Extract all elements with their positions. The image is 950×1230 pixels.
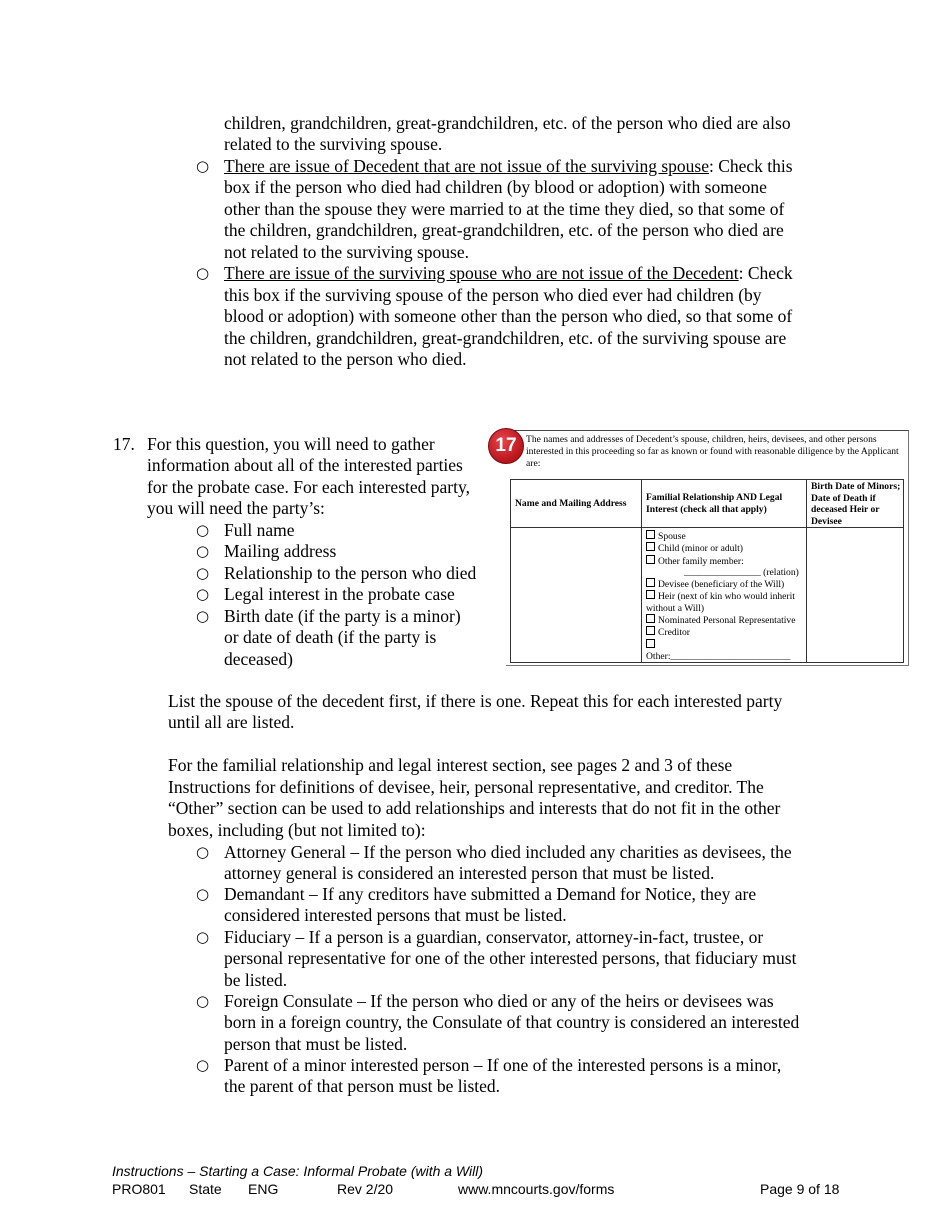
question-17-badge-icon: 17 (488, 428, 524, 464)
bullet-line: not related to the person who died. (224, 349, 467, 369)
footer-page-number: Page 9 of 18 (760, 1181, 840, 1197)
option-spouse: Spouse (646, 530, 806, 542)
question-line: information about all of the interested parties (147, 455, 463, 475)
bullet-icon: ○ (196, 564, 210, 582)
col-birthdate-header: Birth Date of Minors; Date of Death if deceased Heir or Devisee (807, 480, 904, 528)
other-item-line: personal representative for one of the other interested persons, that fiduciary must (224, 948, 797, 968)
other-item: Fiduciary – If a person is a guardian, conservator, attorney-in-fact, trustee, or (224, 927, 764, 947)
other-item: Demandant – If any creditors have submitted a Demand for Notice, they are (224, 884, 757, 904)
question-line: you will need the party’s: (147, 498, 325, 518)
party-item: Legal interest in the probate case (224, 584, 455, 604)
checkbox-icon (646, 555, 655, 564)
other-item-line: considered interested persons that must be listed. (224, 905, 567, 925)
bullet-icon: ○ (196, 1056, 210, 1074)
question-line: For this question, you will need to gather (147, 434, 435, 454)
bullet-line: not related to the surviving spouse. (224, 242, 469, 262)
option-other: Other:_________________________ (646, 650, 791, 662)
bullet-icon: ○ (196, 607, 210, 625)
relationship-cell (642, 528, 807, 663)
col-relationship-header: Familial Relationship AND Legal Interest (check all that apply) (642, 480, 807, 528)
bullet-icon: ○ (196, 521, 210, 539)
option-creditor: Creditor (646, 626, 806, 638)
spouse-instruction-line: until all are listed. (168, 712, 295, 732)
familial-paragraph-line: Instructions for definitions of devisee, heir, personal representative, and creditor. The (168, 777, 764, 797)
bullet-item (224, 263, 793, 285)
bullet-text: : Check this (708, 156, 793, 176)
footer-title: Instructions – Starting a Case: Informal Probate (with a Will) (112, 1163, 484, 1179)
question-number: 17. (113, 434, 135, 454)
bullet-icon: ○ (196, 542, 210, 560)
footer-state: State (189, 1181, 222, 1197)
bullet-icon: ○ (196, 585, 210, 603)
birthdate-cell (807, 528, 904, 663)
name-cell (511, 528, 642, 663)
checkbox-icon (646, 542, 655, 551)
familial-paragraph-line: For the familial relationship and legal interest section, see pages 2 and 3 of these (168, 755, 733, 775)
footer-form-number: PRO801 (112, 1181, 166, 1197)
checkbox-icon (646, 626, 655, 635)
bullet-icon: ○ (196, 885, 210, 903)
bullet-line: other than the spouse they were married to at the time they died, so that some of (224, 199, 785, 219)
snippet-intro: The names and addresses of Decedent’s spouse, children, heirs, devisees, and other persons interested in this proceeding so far as known or found with reasonable diligence by the Applicant are: (526, 434, 899, 469)
bullet-text: : Check (738, 263, 793, 283)
other-item-line: be listed. (224, 970, 288, 990)
bullet-title: There are issue of the surviving spouse who are not issue of the Decedent (224, 263, 739, 283)
other-item: Attorney General – If the person who died included any charities as devisees, the (224, 842, 792, 862)
other-item: Foreign Consulate – If the person who died or any of the heirs or devisees was (224, 991, 774, 1011)
bullet-icon: ○ (196, 157, 210, 175)
option-heir-line2: without a Will) (646, 602, 705, 614)
party-item-line: deceased) (224, 649, 293, 669)
checkbox-icon (646, 614, 655, 623)
bullet-title: There are issue of Decedent that are not issue of the surviving spouse (224, 156, 709, 176)
party-item: Birth date (if the party is a minor) (224, 606, 461, 626)
party-item-line: or date of death (if the party is (224, 627, 437, 647)
bullet-line: blood or adoption) with someone other than the person who died, so that some of (224, 306, 793, 326)
footer-language: ENG (248, 1181, 279, 1197)
familial-paragraph-line: boxes, including (but not limited to): (168, 820, 426, 840)
option-blank (646, 639, 806, 651)
other-item-line: person that must be listed. (224, 1034, 408, 1054)
option-other-family: Other family member: (646, 555, 806, 567)
bullet-line: the children, grandchildren, great-grandchildren, etc. of the surviving spouse are (224, 328, 787, 348)
spouse-instruction-line: List the spouse of the decedent first, if there is one. Repeat this for each interested party (168, 691, 783, 711)
other-item-line: attorney general is considered an interested person that must be listed. (224, 863, 715, 883)
option-child: Child (minor or adult) (646, 542, 806, 554)
bullet-line: the children, grandchildren, great-grandchildren, etc. of the person who died are (224, 220, 784, 240)
option-devisee: Devisee (beneficiary of the Will) (646, 578, 806, 590)
bullet-icon: ○ (196, 928, 210, 946)
form-snippet (506, 430, 909, 666)
party-item: Full name (224, 520, 295, 540)
other-item: Parent of a minor interested person – If one of the interested persons is a minor, (224, 1055, 782, 1075)
question-line: for the probate case. For each interested party, (147, 477, 470, 497)
bullet-icon: ○ (196, 992, 210, 1010)
option-nominated: Nominated Personal Representative (646, 614, 806, 626)
continuation-line: children, grandchildren, great-grandchildren, etc. of the person who died are also (224, 113, 791, 133)
continuation-line: related to the surviving spouse. (224, 134, 443, 154)
bullet-icon: ○ (196, 264, 210, 282)
other-item-line: born in a foreign country, the Consulate of that country is considered an interested (224, 1012, 800, 1032)
bullet-line: box if the person who died had children (by blood or adoption) with someone (224, 177, 767, 197)
footer-revision: Rev 2/20 (337, 1181, 394, 1197)
snippet-table (510, 479, 904, 663)
checkbox-icon (646, 530, 655, 539)
bullet-line: this box if the surviving spouse of the person who died ever had children (by (224, 285, 762, 305)
option-heir: Heir (next of kin who would inherit (646, 590, 806, 602)
relation-line: ________________ (relation) (684, 566, 799, 578)
footer-url-link[interactable]: www.mncourts.gov/forms (458, 1181, 615, 1197)
checkbox-icon (646, 639, 655, 648)
col-name-header: Name and Mailing Address (511, 480, 642, 528)
bullet-item (224, 156, 793, 178)
checkbox-icon (646, 590, 655, 599)
other-item-line: the parent of that person must be listed. (224, 1076, 501, 1096)
party-item: Relationship to the person who died (224, 563, 477, 583)
bullet-icon: ○ (196, 843, 210, 861)
familial-paragraph-line: “Other” section can be used to add relationships and interests that do not fit in the other (168, 798, 781, 818)
party-item: Mailing address (224, 541, 337, 561)
checkbox-icon (646, 578, 655, 587)
